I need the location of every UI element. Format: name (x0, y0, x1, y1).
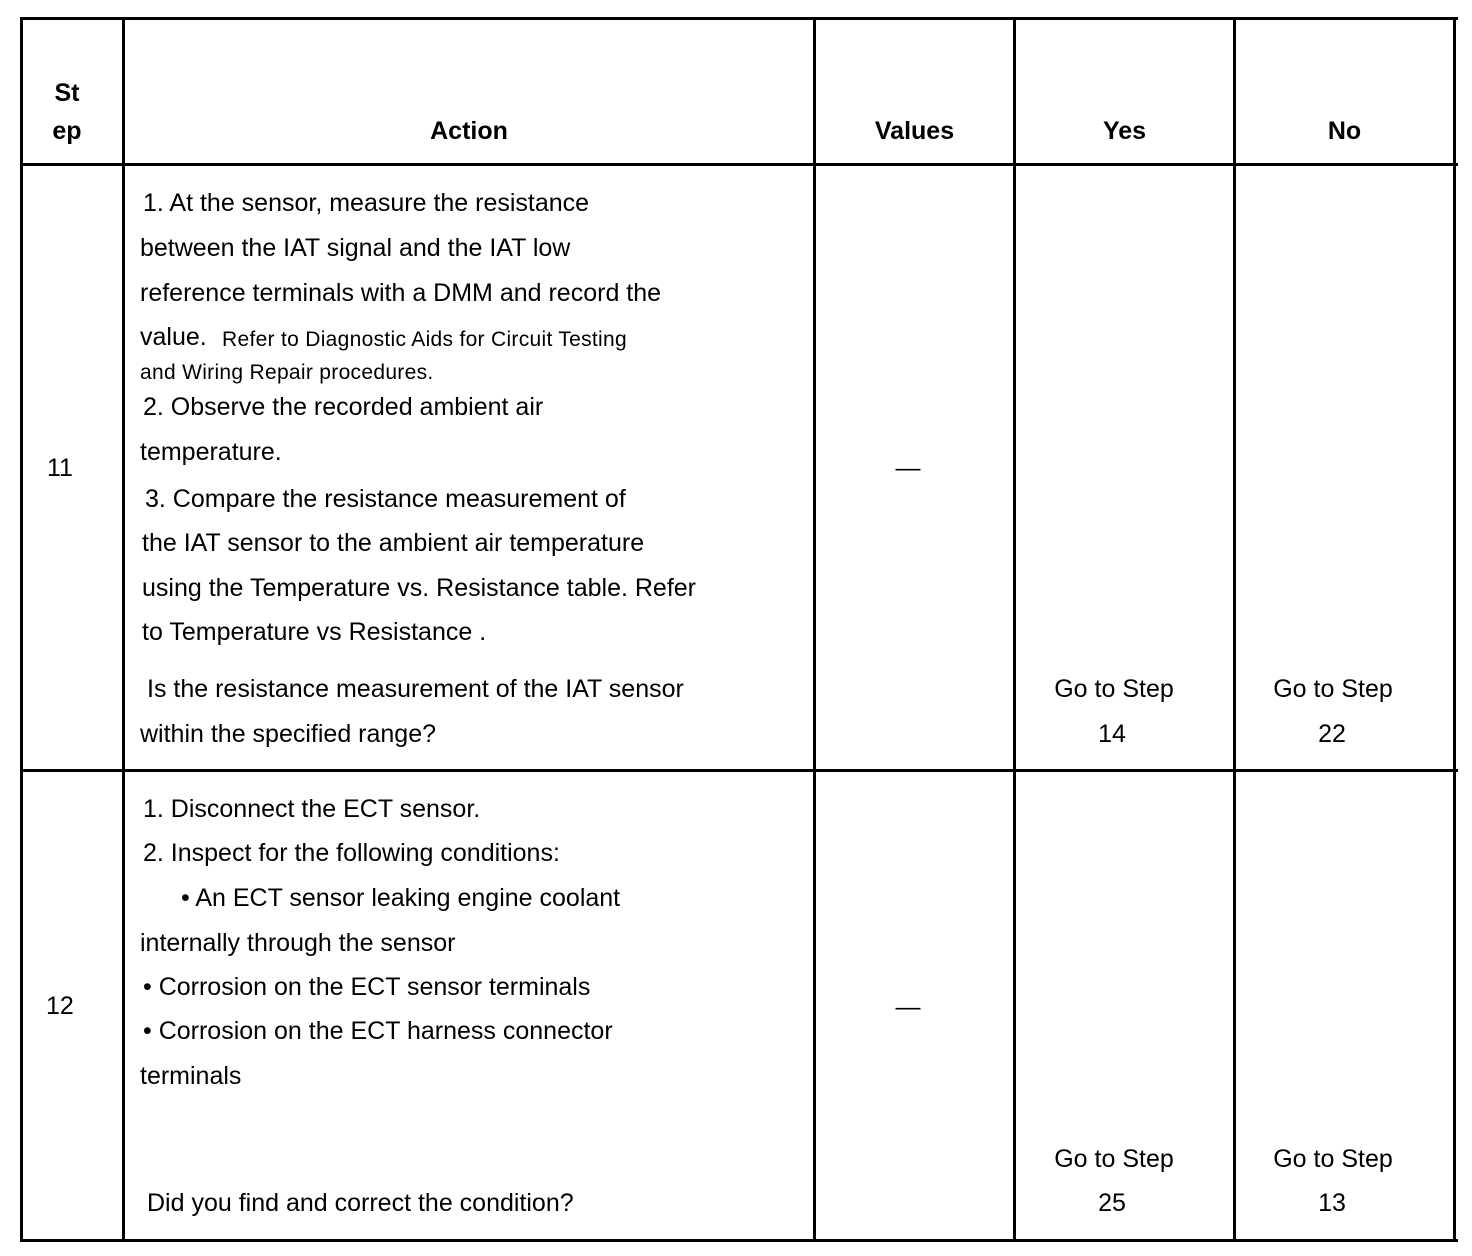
values-column-divider (1013, 17, 1016, 1242)
header-yes: Yes (1102, 117, 1147, 145)
action-line: reference terminals with a DMM and record the (140, 279, 662, 307)
header-no: No (1327, 117, 1362, 145)
action-column-divider (813, 17, 816, 1242)
action-line: between the IAT signal and the IAT low (140, 234, 571, 262)
no-go-to-step: Go to Step (1273, 675, 1393, 703)
action-bullet: • Corrosion on the ECT harness connector (143, 1017, 613, 1045)
action-line: temperature. (140, 438, 282, 466)
action-line: 1. At the sensor, measure the resistance (143, 189, 590, 217)
action-line: 1. Disconnect the ECT sensor. (143, 795, 481, 823)
action-line: 2. Inspect for the following conditions: (143, 839, 560, 867)
action-line: terminals (140, 1062, 242, 1090)
action-line: to Temperature vs Resistance . (142, 618, 487, 646)
values-dash: — (895, 454, 921, 482)
no-step-number: 22 (1318, 720, 1346, 748)
action-line: value. (140, 323, 207, 351)
header-step-line-2: ep (52, 117, 82, 145)
values-dash: — (895, 993, 921, 1021)
row-divider (21, 769, 1458, 772)
action-note: and Wiring Repair procedures. (140, 361, 434, 384)
table-bottom-border (21, 1239, 1458, 1242)
table-right-border (1453, 17, 1456, 1242)
no-step-number: 13 (1318, 1189, 1346, 1217)
action-line: using the Temperature vs. Resistance table. Refer (142, 574, 696, 602)
yes-column-divider (1233, 17, 1236, 1242)
action-question: Did you find and correct the condition? (147, 1189, 574, 1217)
no-go-to-step: Go to Step (1273, 1145, 1393, 1173)
action-line: 2. Observe the recorded ambient air (143, 393, 544, 421)
header-values: Values (874, 117, 955, 145)
header-bottom-border (21, 163, 1458, 166)
header-step-line-1: St (54, 79, 80, 107)
yes-go-to-step: Go to Step (1054, 1145, 1174, 1173)
action-bullet: • Corrosion on the ECT sensor terminals (143, 973, 591, 1001)
step-number: 11 (47, 454, 73, 482)
table-top-border (21, 17, 1458, 20)
action-line: internally through the sensor (140, 929, 456, 957)
action-line: the IAT sensor to the ambient air temperature (142, 529, 645, 557)
step-column-divider (122, 17, 125, 1242)
header-action: Action (430, 117, 508, 145)
step-number: 12 (46, 992, 74, 1020)
action-bullet: • An ECT sensor leaking engine coolant (181, 884, 621, 912)
yes-go-to-step: Go to Step (1054, 675, 1174, 703)
yes-step-number: 25 (1098, 1189, 1126, 1217)
yes-step-number: 14 (1098, 720, 1126, 748)
action-line: 3. Compare the resistance measurement of (145, 485, 626, 513)
table-left-border (20, 17, 23, 1242)
action-note: Refer to Diagnostic Aids for Circuit Testing (222, 328, 627, 351)
action-question: Is the resistance measurement of the IAT sensor (147, 675, 684, 703)
action-question: within the specified range? (140, 720, 437, 748)
header-step (25, 74, 109, 150)
